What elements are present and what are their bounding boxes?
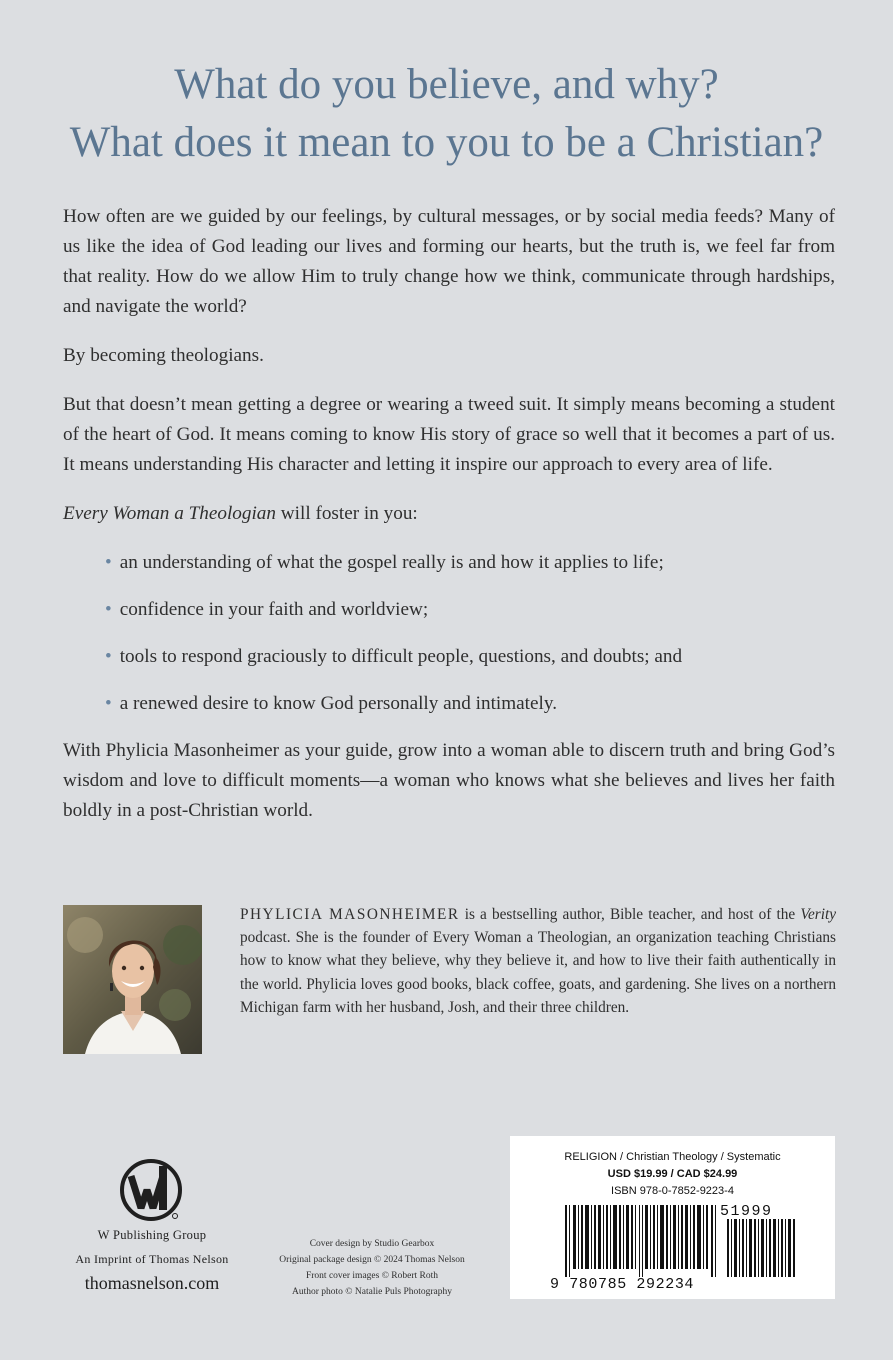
bullet-dot: •: [105, 599, 112, 620]
podcast-name: Verity: [800, 906, 836, 923]
benefit-list: [63, 548, 835, 719]
list-item-text: tools to respond graciously to difficult people, questions, and doubts; and: [119, 646, 683, 667]
barcode-digits: 9 780785 292234: [550, 1276, 695, 1293]
list-item-text: an understanding of what the gospel really is and how it applies to life;: [119, 552, 664, 573]
list-item: [105, 642, 835, 672]
design-credits: [263, 1236, 481, 1300]
list-item-text: a renewed desire to know God personally and intimately.: [119, 693, 557, 714]
headline: [0, 56, 893, 172]
bullet-dot: •: [105, 552, 112, 573]
credit-line: Original package design © 2024 Thomas Nelson: [279, 1255, 465, 1265]
paragraph-2: By becoming theologians.: [63, 345, 264, 366]
intro-rest: will foster in you:: [276, 503, 418, 524]
bullet-dot: •: [105, 693, 112, 714]
headline-line-1: What do you believe, and why?: [174, 61, 719, 108]
list-item: [105, 595, 835, 625]
body-copy: [63, 202, 835, 845]
publisher-block: [58, 1158, 246, 1294]
bisac-category: RELIGION / Christian Theology / Systematic: [564, 1151, 781, 1163]
list-item-text: confidence in your faith and worldview;: [119, 599, 429, 620]
publisher-url: thomasnelson.com: [84, 1273, 220, 1293]
author-photo: [63, 905, 202, 1054]
bio-text-2: podcast. She is the founder of Every Woman a Theologian, an organization teaching Christians how to know what they believe, why they believe it, and how to live their faith authentically in the world. Phylicia loves good books, black coffee, goats, and gardening. She lives on a northern Michigan farm with her husband, Josh, and their three children.: [240, 929, 836, 1016]
list-item: [105, 689, 835, 719]
publisher-name: W Publishing Group: [97, 1228, 207, 1242]
list-item: [105, 548, 835, 578]
paragraph-3: But that doesn’t mean getting a degree or wearing a tweed suit. It simply means becoming a student of the heart of God. It means coming to know His story of grace so well that it becomes a part of us. It means understanding His character and letting it inspire our approach to every area of life.: [63, 394, 835, 475]
author-bio: [240, 903, 836, 1019]
author-name: PHYLICIA MASONHEIMER: [240, 906, 460, 923]
headline-line-2: What does it mean to you to be a Christian?: [69, 119, 824, 166]
barcode-addon-digits: 51999: [720, 1203, 773, 1220]
barcode-panel: [510, 1136, 835, 1299]
bullet-dot: •: [105, 646, 112, 667]
w-publishing-logo-icon: [119, 1158, 185, 1222]
credit-line: Author photo © Natalie Puls Photography: [292, 1287, 452, 1297]
closing-paragraph: With Phylicia Masonheimer as your guide, grow into a woman able to discern truth and bring God’s wisdom and love to difficult moments—a woman who knows what she believes and lives her faith boldly in a post-Christian world.: [63, 740, 835, 821]
bio-text-1: is a bestselling author, Bible teacher, and host of the: [459, 906, 801, 923]
isbn-line: ISBN 978-0-7852-9223-4: [611, 1185, 734, 1197]
credit-line: Cover design by Studio Gearbox: [309, 1239, 435, 1249]
price-line: USD $19.99 / CAD $24.99: [607, 1168, 738, 1180]
intro-line: [63, 499, 835, 529]
book-title: Every Woman a Theologian: [63, 503, 276, 524]
credit-line: Front cover images © Robert Roth: [305, 1271, 439, 1281]
paragraph-1: How often are we guided by our feelings, by cultural messages, or by social media feeds? Many of us like the idea of God leading our lives and forming our hearts, but the truth is, we feel far from that reality. How do we allow Him to truly change how we think, communicate through hardships, and navigate the world?: [63, 206, 835, 317]
publisher-imprint: An Imprint of Thomas Nelson: [75, 1252, 229, 1266]
